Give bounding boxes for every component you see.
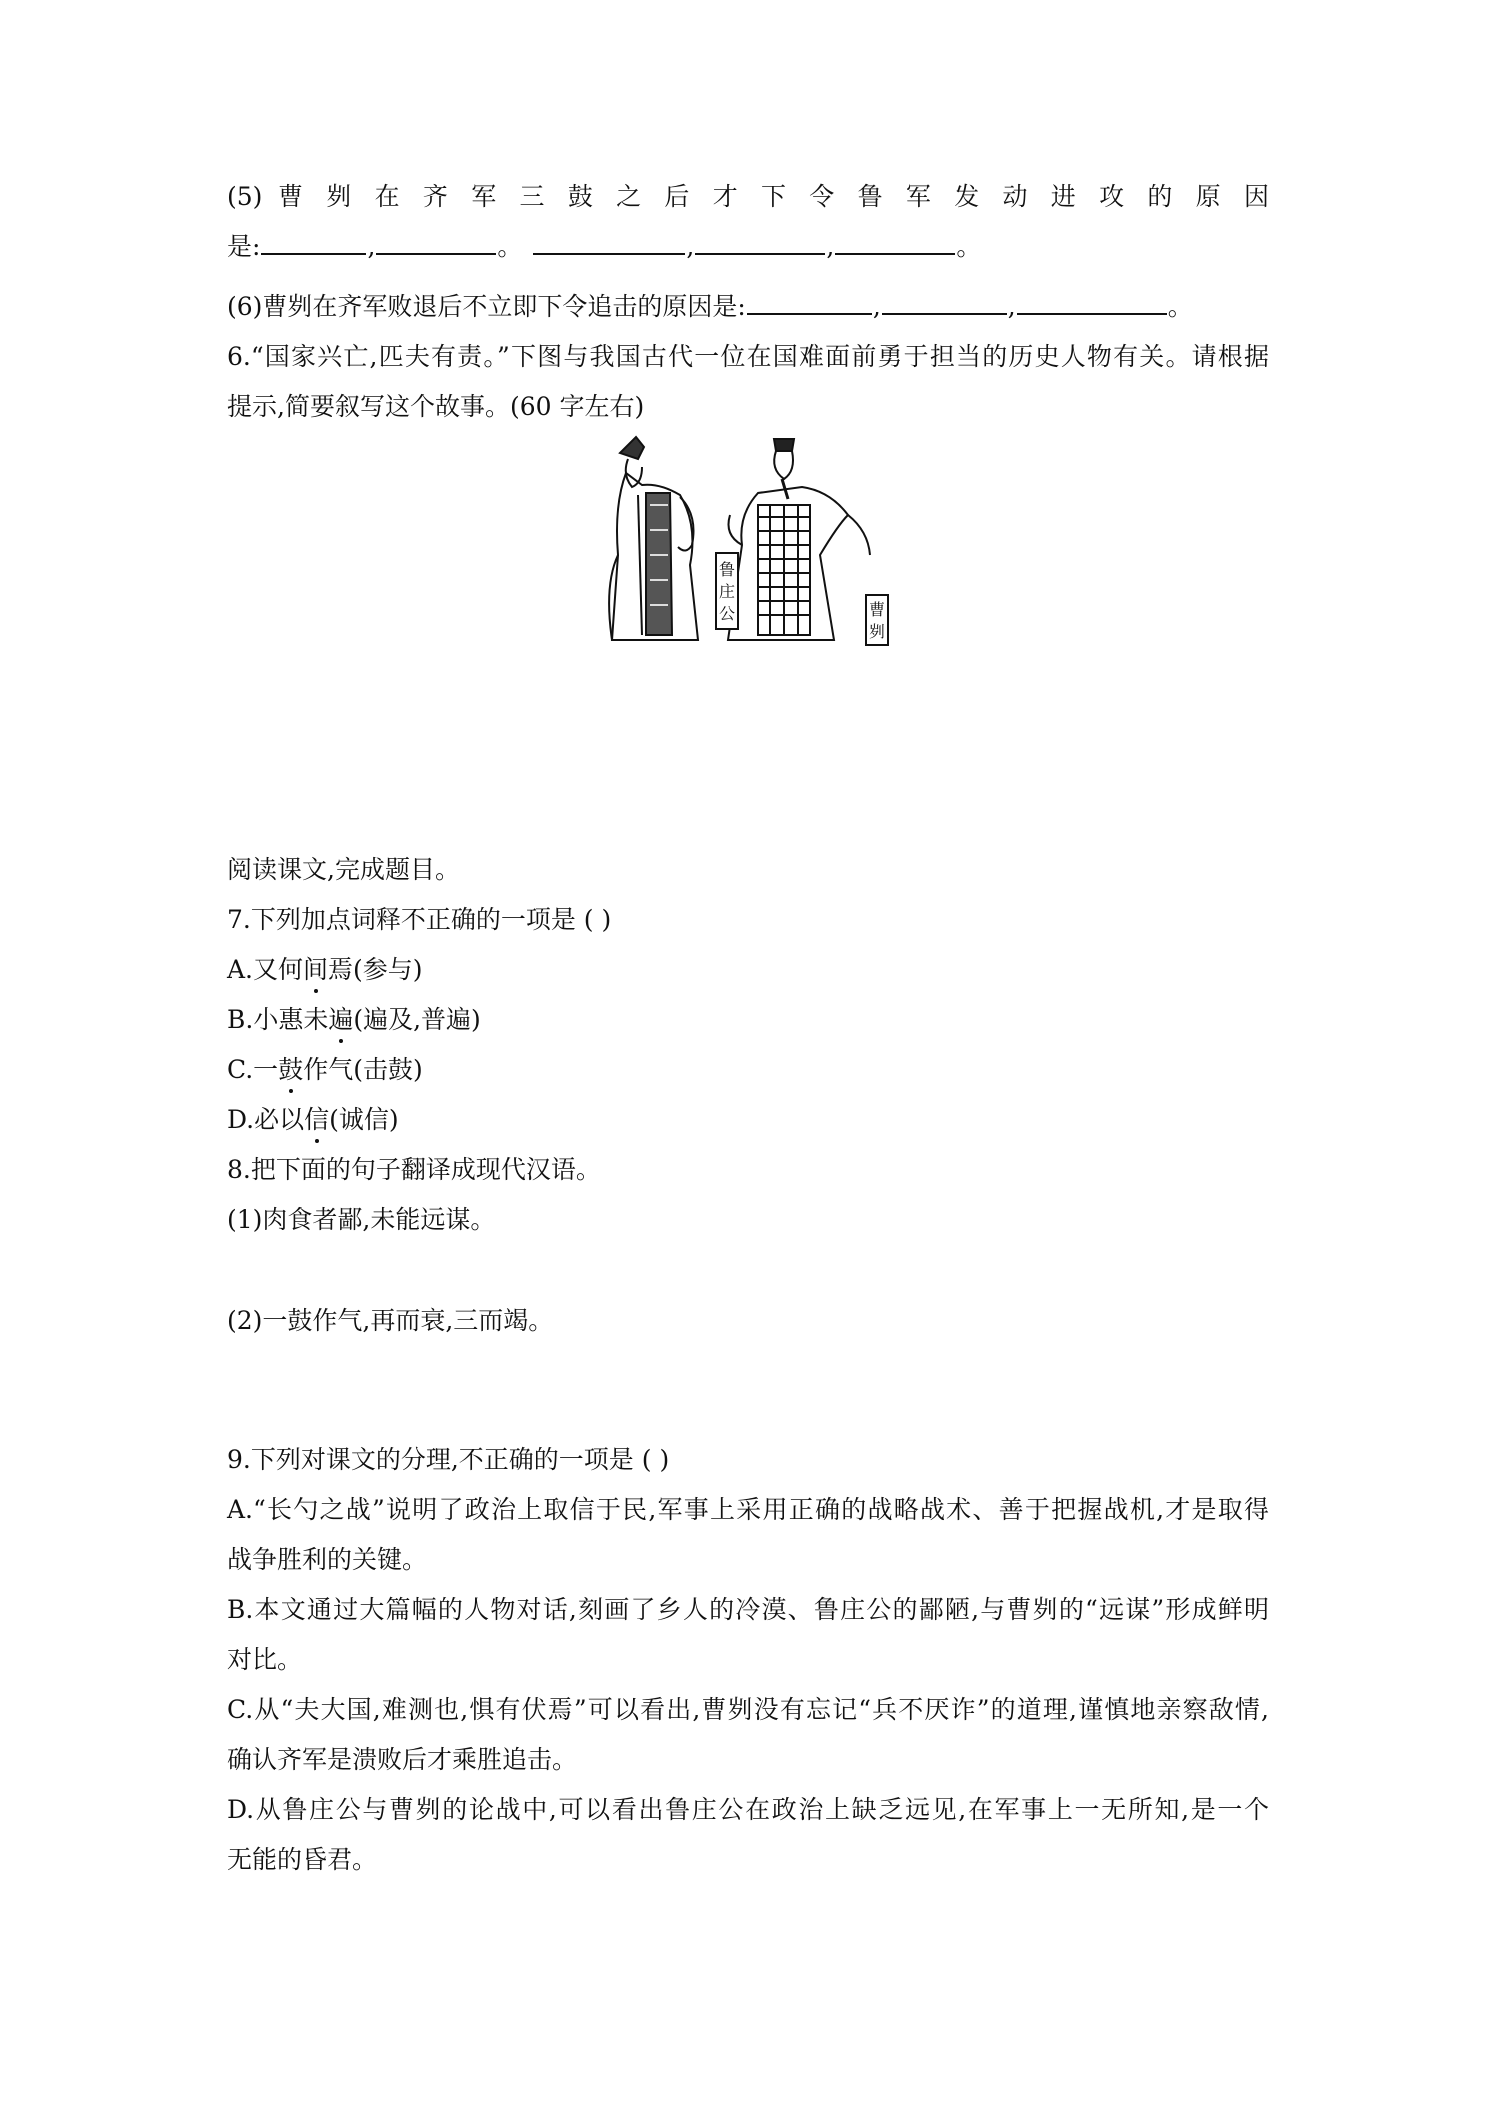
q9-option-c-line-2: 确认齐军是溃败后才乘胜追击。 <box>227 1745 578 1774</box>
q6-sub-line <box>227 290 1269 324</box>
option-text: 作气(击鼓) <box>303 1055 423 1084</box>
dotted-word: 间 <box>303 955 329 984</box>
q5-line-1: (5) 曹 刿 在 齐 军 三 鼓 之 后 才 下 令 鲁 军 发 动 进 攻 的 原 因 <box>227 182 1269 211</box>
q5-line-2 <box>227 230 1269 264</box>
q9-option-a-line-1[interactable]: A.“长勺之战”说明了政治上取信于民,军事上采用正确的战略战术、善于把握战机,才是取得 <box>227 1495 1269 1524</box>
option-text: A.又何 <box>227 955 304 984</box>
q6-line-1: 6.“国家兴亡,匹夫有责。”下图与我国古代一位在国难面前勇于担当的历史人物有关。请根据 <box>227 342 1269 371</box>
q9-stem: 9.下列对课文的分理,不正确的一项是 ( ) <box>227 1445 670 1474</box>
q6-sub-text: (6)曹刿在齐军败退后不立即下令追击的原因是: <box>227 292 746 321</box>
dotted-word: 信 <box>304 1105 330 1134</box>
label-cao-gui <box>866 595 888 645</box>
period: 。 <box>1167 292 1193 321</box>
q9-option-d-line-2: 无能的昏君。 <box>227 1845 378 1874</box>
q8-sentence-1: (1)肉食者鄙,未能远谋。 <box>227 1205 496 1234</box>
option-text: 焉(参与) <box>328 955 423 984</box>
comma: , <box>367 232 376 261</box>
label-lu-zhuanggong <box>716 553 738 629</box>
cao-gui-figure <box>728 439 870 640</box>
q5-prefix: 是: <box>227 232 261 261</box>
svg-text:曹刿: 曹刿 <box>868 600 886 641</box>
q6-line-2: 提示,简要叙写这个故事。(60 字左右) <box>227 392 645 421</box>
q9-option-a-line-2: 战争胜利的关键。 <box>227 1545 428 1574</box>
comma: , <box>872 292 881 321</box>
answer-blank[interactable] <box>835 231 955 255</box>
svg-text:鲁庄公: 鲁庄公 <box>718 560 736 623</box>
q7-option-b[interactable] <box>227 1003 1269 1037</box>
option-text: D.必以 <box>227 1105 305 1134</box>
comma: , <box>1007 292 1016 321</box>
q9-option-b-line-2: 对比。 <box>227 1645 303 1674</box>
q8-sentence-2: (2)一鼓作气,再而衰,三而竭。 <box>227 1306 554 1335</box>
q7-option-a[interactable] <box>227 953 1269 987</box>
answer-blank[interactable] <box>261 231 366 255</box>
answer-blank[interactable] <box>882 291 1007 315</box>
dotted-word: 遍 <box>328 1005 354 1034</box>
q8-stem: 8.把下面的句子翻译成现代汉语。 <box>227 1155 601 1184</box>
answer-blank[interactable] <box>747 291 872 315</box>
option-text: B.小惠未 <box>227 1005 329 1034</box>
answer-blank[interactable] <box>1017 291 1167 315</box>
answer-blank[interactable] <box>533 231 685 255</box>
period: 。 <box>497 232 523 261</box>
option-text: (诚信) <box>329 1105 399 1134</box>
q7-stem: 7.下列加点词释不正确的一项是 ( ) <box>227 905 612 934</box>
q7-option-c[interactable] <box>227 1053 1269 1087</box>
dotted-word: 鼓 <box>278 1055 304 1084</box>
q9-option-d-line-1[interactable]: D.从鲁庄公与曹刿的论战中,可以看出鲁庄公在政治上缺乏远见,在军事上一无所知,是一个 <box>227 1795 1269 1824</box>
reading-intro: 阅读课文,完成题目。 <box>227 855 460 884</box>
comma: , <box>826 232 835 261</box>
king-figure <box>609 437 698 640</box>
illustration-lu-zhuanggong-cao-gui <box>598 435 899 655</box>
option-text: (遍及,普遍) <box>353 1005 481 1034</box>
q9-option-b-line-1[interactable]: B.本文通过大篇幅的人物对话,刻画了乡人的冷漠、鲁庄公的鄙陋,与曹刿的“远谋”形成鲜明 <box>227 1595 1269 1624</box>
period: 。 <box>956 232 982 261</box>
answer-blank[interactable] <box>695 231 825 255</box>
answer-blank[interactable] <box>376 231 496 255</box>
q7-option-d[interactable] <box>227 1103 1269 1137</box>
comma: , <box>686 232 695 261</box>
option-text: C.一 <box>227 1055 279 1084</box>
q9-option-c-line-1[interactable]: C.从“夫大国,难测也,惧有伏焉”可以看出,曹刿没有忘记“兵不厌诈”的道理,谨慎地亲察敌情, <box>227 1695 1269 1724</box>
